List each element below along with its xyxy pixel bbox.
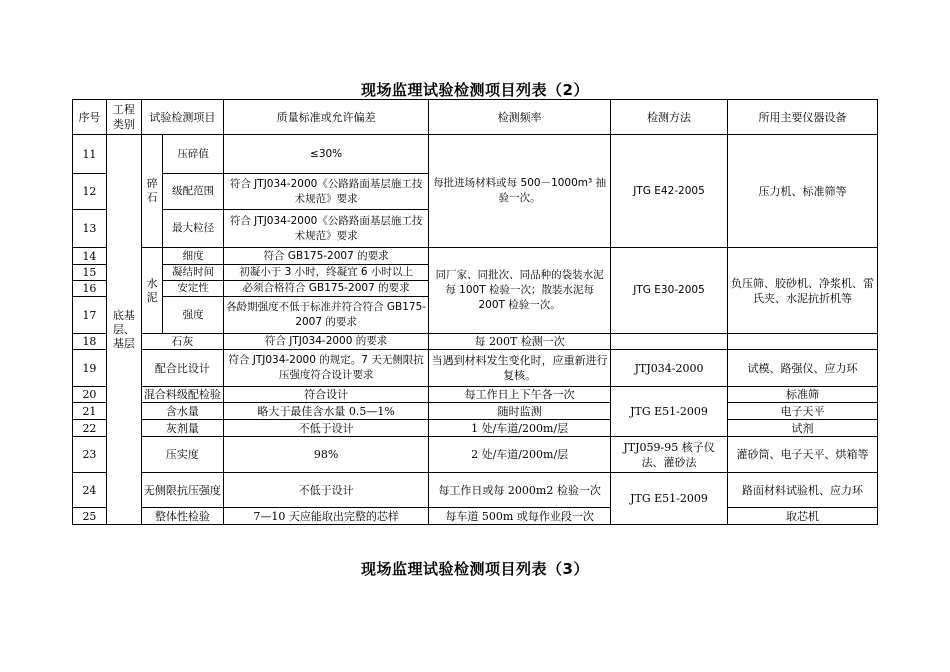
row-frequency: 2 处/车道/200m/层: [429, 437, 611, 473]
row-seq: 22: [73, 420, 107, 437]
row-standard: 符合 JTJ034-2000 的要求: [223, 334, 428, 350]
row-standard: 7—10 天应能取出完整的芯样: [223, 508, 428, 525]
header-method: 检测方法: [611, 100, 728, 135]
table-row: [73, 403, 878, 420]
row-seq: 14: [73, 248, 107, 265]
row-standard: 初凝小于 3 小时，终凝宜 6 小时以上: [223, 265, 428, 281]
row-method: JTJ059-95 核子仪法、灌砂法: [611, 437, 728, 473]
gravel-frequency: 每批进场材料或每 500－1000m³ 抽验一次。: [429, 135, 611, 248]
table-row: [73, 508, 878, 525]
row-method-empty: [611, 334, 728, 350]
row-frequency: 随时监测: [429, 403, 611, 420]
header-standard: 质量标准或允许偏差: [223, 100, 428, 135]
header-frequency: 检测频率: [429, 100, 611, 135]
row-standard: 符合 JTJ034-2000《公路路面基层施工技术规范》要求: [223, 174, 428, 210]
row-standard: 不低于设计: [223, 420, 428, 437]
row-seq: 24: [73, 473, 107, 508]
cement-method: JTG E30-2005: [611, 248, 728, 334]
row-standard: 不低于设计: [223, 473, 428, 508]
gravel-equipment: 压力机、标准筛等: [728, 135, 878, 248]
row-item: 含水量: [141, 403, 223, 420]
row-item: 级配范围: [163, 174, 224, 210]
row-frequency: 当遇到材料发生变化时，应重新进行复核。: [429, 350, 611, 387]
row-equipment: 取芯机: [728, 508, 878, 525]
table-row: [73, 437, 878, 473]
row-item: 细度: [163, 248, 224, 265]
table-row: [73, 135, 878, 174]
row-item: 安定性: [163, 281, 224, 297]
row-item: 无侧限抗压强度: [141, 473, 223, 508]
row-standard: 符合 GB175-2007 的要求: [223, 248, 428, 265]
row-equipment: 试剂: [728, 420, 878, 437]
header-category: 工程类别: [106, 100, 141, 135]
row-frequency: 每工作日上下午各一次: [429, 387, 611, 403]
table-row: [73, 248, 878, 265]
table-row: [73, 350, 878, 387]
row-method: JTJ034-2000: [611, 350, 728, 387]
row-seq: 21: [73, 403, 107, 420]
row-standard: 必须合格符合 GB175-2007 的要求: [223, 281, 428, 297]
row-item: 配合比设计: [141, 350, 223, 387]
cement-frequency: 同厂家、同批次、同品种的袋装水泥每 100T 检验一次；散装水泥每 200T 检验一次。: [429, 248, 611, 334]
row-standard: 符合 JTJ034-2000 的规定。7 天无侧限抗压强度符合设计要求: [223, 350, 428, 387]
row-frequency: 每车道 500m 或每作业段一次: [429, 508, 611, 525]
row-item: 整体性检验: [141, 508, 223, 525]
row-item: 最大粒径: [163, 210, 224, 248]
row-item: 灰剂量: [141, 420, 223, 437]
row-item: 强度: [163, 297, 224, 334]
row-frequency: 每工作日或每 2000m2 检验一次: [429, 473, 611, 508]
row-standard: 98%: [223, 437, 428, 473]
row-equipment: 灌砂筒、电子天平、烘箱等: [728, 437, 878, 473]
row-item: 混合料级配检验: [141, 387, 223, 403]
table-title: 现场监理试验检测项目列表（2）: [361, 81, 589, 99]
group-cement: 水泥: [141, 248, 163, 334]
row-seq: 23: [73, 437, 107, 473]
row-standard: 符合 JTJ034-2000《公路路面基层施工技术规范》要求: [223, 210, 428, 248]
row-seq: 11: [73, 135, 107, 174]
row-seq: 20: [73, 387, 107, 403]
row-frequency: 每 200T 检测一次: [429, 334, 611, 350]
row-seq: 25: [73, 508, 107, 525]
cement-equipment: 负压筛、胶砂机、净浆机、雷氏夹、水泥抗折机等: [728, 248, 878, 334]
row-seq: 12: [73, 174, 107, 210]
category-cell: 底基层、基层: [106, 135, 141, 525]
row-equipment-empty: [728, 334, 878, 350]
table-row: [73, 420, 878, 437]
row-standard: 各龄期强度不低于标准并符合符合 GB175-2007 的要求: [223, 297, 428, 334]
inspection-table: [72, 99, 878, 525]
row-item: 石灰: [141, 334, 223, 350]
row-standard: 符合设计: [223, 387, 428, 403]
table-row: [73, 334, 878, 350]
row-item: 凝结时间: [163, 265, 224, 281]
header-item: 试验检测项目: [141, 100, 223, 135]
group-gravel: 碎石: [141, 135, 163, 248]
row-seq: 16: [73, 281, 107, 297]
row-seq: 17: [73, 297, 107, 334]
row-equipment: 路面材料试验机、应力环: [728, 473, 878, 508]
header-equipment: 所用主要仪器设备: [728, 100, 878, 135]
row-equipment: 试模、路强仪、应力环: [728, 350, 878, 387]
table-row: [73, 473, 878, 508]
row-seq: 15: [73, 265, 107, 281]
row-seq: 18: [73, 334, 107, 350]
row-standard: 略大于最佳含水量 0.5—1%: [223, 403, 428, 420]
row-seq: 13: [73, 210, 107, 248]
row-equipment: 电子天平: [728, 403, 878, 420]
method-24-25: JTG E51-2009: [611, 473, 728, 525]
method-20-22: JTG E51-2009: [611, 387, 728, 437]
row-item: 压实度: [141, 437, 223, 473]
row-seq: 19: [73, 350, 107, 387]
header-row: [73, 100, 878, 135]
row-standard: ≤30%: [223, 135, 428, 174]
table-row: [73, 387, 878, 403]
header-seq: 序号: [73, 100, 107, 135]
row-equipment: 标准筛: [728, 387, 878, 403]
gravel-method: JTG E42-2005: [611, 135, 728, 248]
row-item: 压碎值: [163, 135, 224, 174]
next-table-title: 现场监理试验检测项目列表（3）: [361, 560, 589, 578]
row-frequency: 1 处/车道/200m/层: [429, 420, 611, 437]
